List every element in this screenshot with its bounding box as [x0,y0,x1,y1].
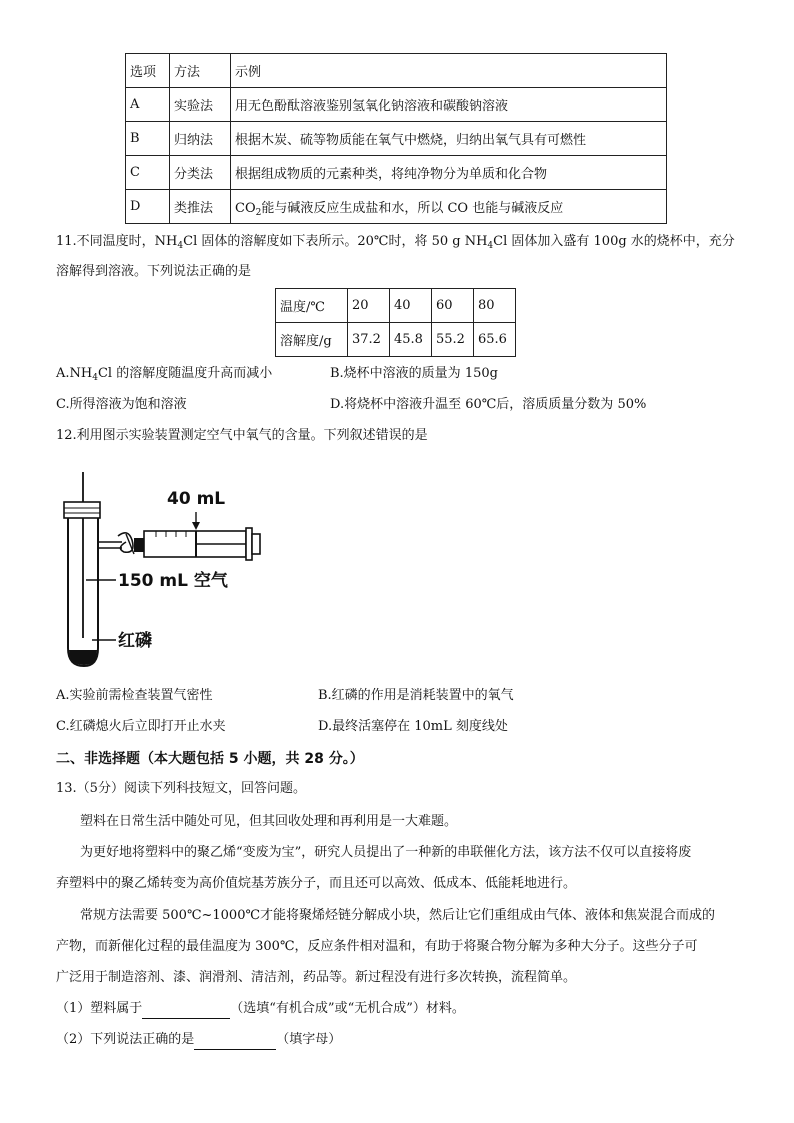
q13-stem: 13.（5分）阅读下列科技短文，回答问题。 [56,781,306,796]
air-volume-label: 150 mL 空气 [118,571,228,591]
header-option: 选项 [126,54,170,88]
q12-option-c: C.红磷熄火后立即打开止水夹 [56,719,226,734]
sub-question-text: （填字母） [276,1032,342,1047]
q11-option-d: D.将烧杯中溶液升温至 60℃后，溶质质量分数为 50% [330,397,647,412]
subscript: 4 [487,241,494,251]
phosphorus-label: 红磷 [118,631,152,651]
example-rest: 能与碱液反应生成盐和水，所以 CO 也能与碱液反应 [261,201,564,216]
solubility-cell: 37.2 [348,323,390,357]
rubber-stopper [64,502,100,518]
table-row [126,122,667,156]
solubility-table [275,288,516,357]
row-option: B [126,122,170,156]
q12-option-a: A.实验前需检查装置气密性 [56,688,213,703]
q13-paragraph-2-line1: 为更好地将塑料中的聚乙烯“变废为宝”，研究人员提出了一种新的串联催化方法，该方法不仅可以直接将废 [80,845,692,860]
solubility-cell: 45.8 [390,323,432,357]
row-example [231,190,667,224]
q13-sub-question-1 [56,999,465,1019]
solubility-cell: 65.6 [474,323,516,357]
q11-option-a [56,364,272,384]
method-table-header-row [126,54,667,88]
table-row [126,88,667,122]
header-method: 方法 [170,54,231,88]
sub-question-text: （2）下列说法正确的是 [56,1032,195,1047]
q13-paragraph-3-line2: 产物，而新催化过程的最佳温度为 300℃，反应条件相对温和，有助于将聚合物分解为多种大分子。这些分子可 [56,939,698,954]
syringe-volume-label: 40 mL [167,489,226,509]
q11-text: Cl 固体加入盛有 100g 水的烧杯中，充分 [493,234,735,249]
q13-paragraph-2-line2: 弃塑料中的聚乙烯转变为高价值烷基芳族分子，而且还可以高效、低成本、低能耗地进行。 [56,876,577,891]
solubility-cell: 55.2 [432,323,474,357]
q11-stem-line1 [56,232,735,252]
q11-text: Cl 固体的溶解度如下表所示。20℃时，将 50 g NH [183,234,488,249]
temp-label: 温度/℃ [276,289,348,323]
q12-stem: 12.利用图示实验装置测定空气中氧气的含量。下列叙述错误的是 [56,428,428,443]
q13-paragraph-3-line3: 广泛用于制造溶剂、漆、润滑剂、清洁剂，药品等。新过程没有进行多次转换，流程简单。 [56,970,577,985]
q11-stem-line2: 溶解得到溶液。下列说法正确的是 [56,264,252,279]
section-heading: 二、非选择题（本大题包括 5 小题，共 28 分。） [56,751,364,767]
row-method: 实验法 [170,88,231,122]
temp-cell: 20 [348,289,390,323]
row-option: D [126,190,170,224]
row-option: C [126,156,170,190]
syringe-flange [246,528,252,560]
row-method: 类推法 [170,190,231,224]
subscript: 4 [177,241,184,251]
q11-text: 11.不同温度时，NH [56,234,178,249]
row-option: A [126,88,170,122]
q13-paragraph-3-line1: 常规方法需要 500℃~1000℃才能将聚烯烃链分解成小块，然后让它们重组成由气体、液体和焦炭混合而成的 [80,908,716,923]
subscript: 4 [92,373,98,383]
row-method: 分类法 [170,156,231,190]
header-example: 示例 [231,54,667,88]
arrow-indicator [192,522,200,530]
row-example: 根据木炭、硫等物质能在氧气中燃烧，归纳出氧气具有可燃性 [231,122,667,156]
table-row [126,190,667,224]
apparatus-figure [56,468,276,678]
q11-option-c: C.所得溶液为饱和溶液 [56,397,187,412]
row-example: 根据组成物质的元素种类，将纯净物分为单质和化合物 [231,156,667,190]
table-row [276,289,516,323]
temp-cell: 60 [432,289,474,323]
q13-paragraph-1: 塑料在日常生活中随处可见，但其回收处理和再利用是一大难题。 [80,814,458,829]
option-text: A.NH [56,366,93,381]
sub-question-text: （1）塑料属于 [56,1001,143,1016]
answer-blank-1[interactable] [142,1004,230,1019]
q13-sub-question-2 [56,1030,341,1050]
q12-option-b: B.红磷的作用是消耗装置中的氧气 [318,688,514,703]
q11-option-b: B.烧杯中溶液的质量为 150g [330,366,498,381]
row-example: 用无色酚酞溶液鉴别氢氧化钠溶液和碳酸钠溶液 [231,88,667,122]
rubber-tube [134,538,144,552]
table-row [276,323,516,357]
temp-cell: 40 [390,289,432,323]
plunger-handle [252,534,260,554]
table-row [126,156,667,190]
co2-formula: CO [235,201,256,216]
option-text: Cl 的溶解度随温度升高而减小 [97,366,273,381]
answer-blank-2[interactable] [194,1035,276,1050]
method-table [125,53,667,224]
row-method: 归纳法 [170,122,231,156]
temp-cell: 80 [474,289,516,323]
q12-option-d: D.最终活塞停在 10mL 刻度线处 [318,719,508,734]
sub-question-text: （选填“有机合成”或“无机合成”）材料。 [230,1001,465,1016]
subscript: 2 [255,208,262,218]
solubility-label: 溶解度/g [276,323,348,357]
